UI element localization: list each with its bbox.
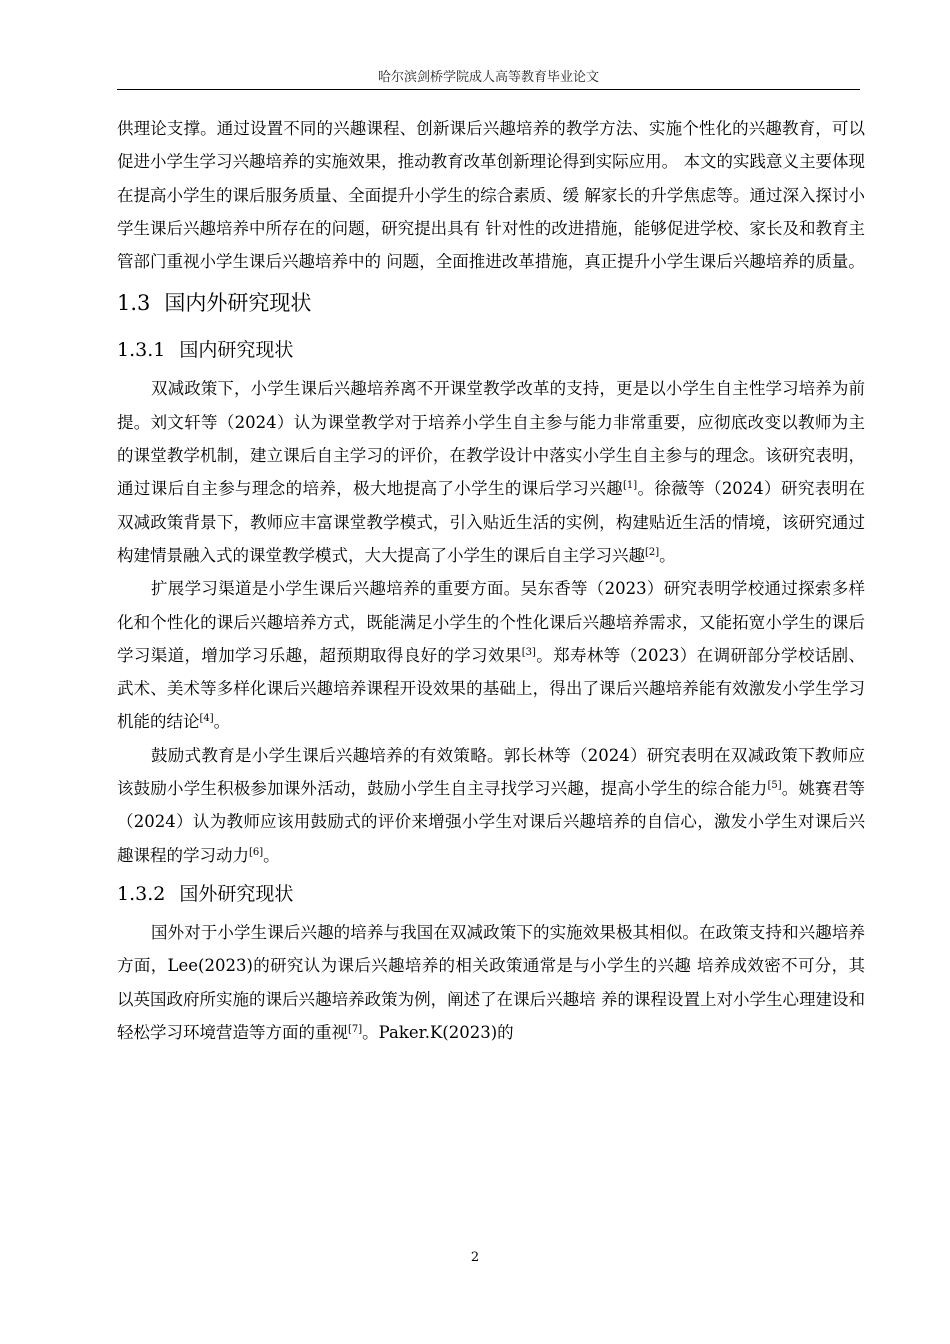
citation-ref: [1] bbox=[622, 480, 638, 492]
paragraph bbox=[117, 739, 865, 872]
paragraph-text: 。 bbox=[659, 545, 676, 565]
paragraph-text: 国外对于小学生课后兴趣的培养与我国在双减政策下的实施效果极其相似。在政策支持和兴趣培养方面，Lee(2023)的研究认为课后兴趣培养的相关政策通常是与小学生的兴趣 培养成效密不可分，其以英国政府所实施的课后兴趣培养政策为例，阐述了在课后兴趣培 养的课程设置上对小学生心理建设和轻松学习环境营造等方面的重视 bbox=[117, 922, 865, 1042]
paragraph-text: 。徐薇等（2024）研究表明在双减政策背景下，教师应丰富课堂教学模式，引入贴近生活的实例，构建贴近生活的情境，该研究通过构建情景融入式的课堂教学模式，大大提高了小学生的课后自主学习兴趣 bbox=[117, 479, 865, 565]
running-header: 哈尔滨剑桥学院成人高等教育毕业论文 bbox=[377, 70, 599, 85]
paragraph-text: 扩展学习渠道是小学生课后兴趣培养的重要方面。吴东香等（2023）研究表明学校通过探索多样化和个性化的课后兴趣培养方式，既能满足小学生的个性化课后兴趣培养需求，又能拓宽小学生的课后学习渠道，增加学习乐趣，超预期取得良好的学习效果 bbox=[117, 579, 865, 665]
subsection-heading bbox=[117, 872, 865, 916]
subsection-number: 1.3.2 bbox=[117, 882, 166, 905]
citation-ref: [4] bbox=[199, 713, 214, 725]
subsection-title: 国外研究现状 bbox=[179, 882, 294, 905]
paragraph bbox=[117, 916, 865, 1049]
paragraph bbox=[117, 372, 865, 572]
citation-ref: [6] bbox=[249, 846, 264, 858]
subsection-title: 国内研究现状 bbox=[179, 339, 294, 362]
citation-ref: [7] bbox=[348, 1023, 363, 1035]
citation-ref: [5] bbox=[767, 780, 782, 792]
section-title: 国内外研究现状 bbox=[164, 291, 312, 316]
paragraph-text: 。姚赛君等（2024）认为教师应该用鼓励式的评价来增强小学生对课后兴趣培养的自信心，激发小学生对课后兴趣课程的学习动力 bbox=[117, 779, 866, 865]
paragraph-text: 双减政策下，小学生课后兴趣培养离不开课堂教学改革的支持，更是以小学生自主性学习培养为前提。刘文轩等（2024）认为课堂教学对于培养小学生自主参与能力非常重要，应彻底改变以教师为主的课堂教学机制，建立课后自主学习的评价，在教学设计中落实小学生自主参与的理念。该研究表明，通过课后自主参与理念的培养，极大地提高了小学生的课后学习兴趣 bbox=[117, 379, 865, 499]
section-number: 1.3 bbox=[117, 291, 151, 316]
citation-ref: [3] bbox=[521, 646, 536, 658]
citation-ref: [2] bbox=[645, 546, 660, 558]
page-number: 2 bbox=[470, 1250, 480, 1265]
paragraph-text: 鼓励式教育是小学生课后兴趣培养的有效策略。郭长林等（2024）研究表明在双减政策下教师应该鼓励小学生积极参加课外活动，鼓励小学生自主寻找学习兴趣，提高小学生的综合能力 bbox=[117, 745, 865, 799]
paragraph-text: 。郑寿林等（2023）在调研部分学校话剧、武术、美术等多样化课后兴趣培养课程开设效果的基础上，得出了课后兴趣培养能有效激发小学生学习机能的结论 bbox=[117, 645, 865, 732]
paragraph bbox=[117, 572, 865, 738]
paragraph-text: 。 bbox=[263, 845, 280, 865]
subsection-heading bbox=[117, 328, 865, 372]
section-heading bbox=[117, 278, 865, 328]
page-body bbox=[117, 112, 865, 1049]
subsection-number: 1.3.1 bbox=[117, 339, 166, 362]
paragraph: 供理论支撑。通过设置不同的兴趣课程、创新课后兴趣培养的教学方法、实施个性化的兴趣教育，可以促进小学生学习兴趣培养的实施效果，推动教育改革创新理论得到实际应用。 本文的实践意义主要体现在提高小学生的课后服务质量、全面提升小学生的综合素质、缓 解家长的升学焦虑等。通过深入探讨小学生课后兴趣培养中所存在的问题，研究提出具有 针对性的改进措施，能够促进学校、家长及和教育主管部门重视小学生课后兴趣培养中的 问题，全面推进改革措施，真正提升小学生课后兴趣培养的质量。 bbox=[117, 119, 865, 272]
paragraph-text: 。 bbox=[213, 712, 231, 732]
paragraph-text: 。Paker.K(2023)的 bbox=[362, 1022, 514, 1042]
header-rule bbox=[117, 89, 860, 90]
